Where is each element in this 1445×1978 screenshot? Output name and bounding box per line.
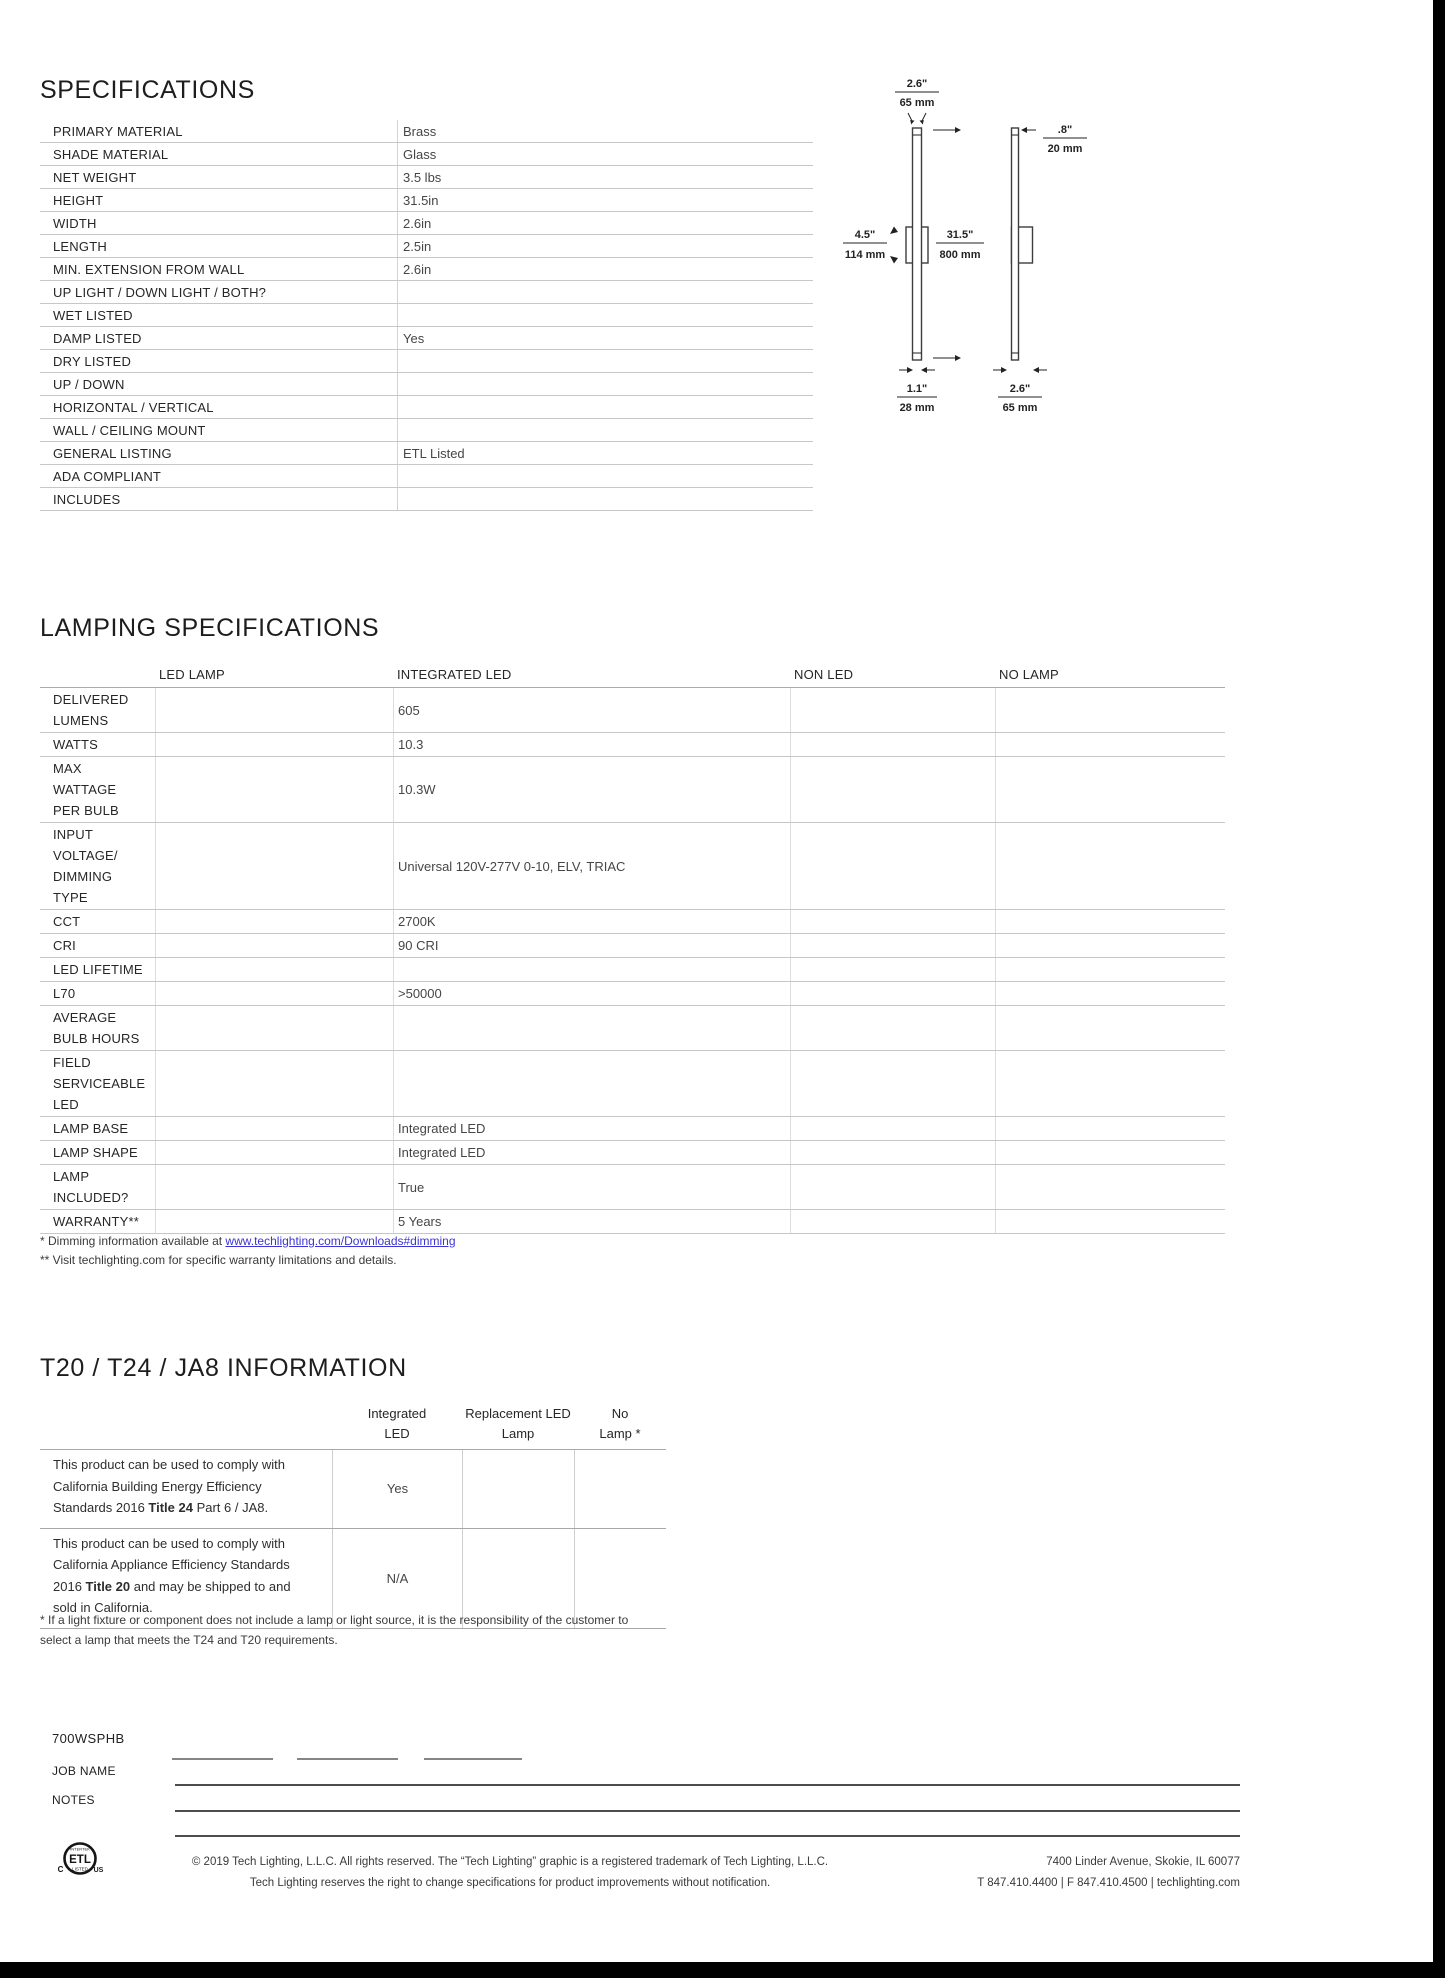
- t20-integrated-led-value: Yes: [332, 1450, 462, 1528]
- no-lamp-value: [995, 688, 1225, 732]
- spec-table-row: [40, 143, 813, 166]
- bar-width-mm: 28 mm: [899, 402, 935, 414]
- spec-table-row: [40, 258, 813, 281]
- spec-table-row: [40, 189, 813, 212]
- spec-row-value: [397, 465, 813, 487]
- t20-col-integrated-led: [332, 1404, 462, 1444]
- spec-table-row: [40, 442, 813, 465]
- lamping-table-row: [40, 733, 1225, 757]
- order-option-blank-2: [297, 1758, 398, 1760]
- integrated-led-value: 5 Years: [393, 1210, 790, 1233]
- t20-col-replacement-line2: Lamp: [501, 1426, 535, 1441]
- spec-row-label: DAMP LISTED: [53, 331, 142, 346]
- lamping-table-row: [40, 934, 1225, 958]
- integrated-led-value: [393, 1006, 790, 1050]
- non-led-value: [790, 934, 995, 957]
- non-led-value: [790, 1165, 995, 1209]
- t20-col-replacement-led: [462, 1404, 574, 1444]
- t20-col-no-lamp-line1: No: [611, 1406, 629, 1421]
- non-led-value: [790, 688, 995, 732]
- lamping-row-label: WATTS: [53, 737, 99, 752]
- spec-row-value: Glass: [397, 143, 813, 165]
- t20-col-integrated-line2: LED: [384, 1426, 410, 1441]
- spec-table-row: [40, 235, 813, 258]
- lamping-row-label: DELIVERED LUMENS: [53, 692, 129, 728]
- integrated-led-value: Integrated LED: [393, 1117, 790, 1140]
- lamping-row-label: WARRANTY**: [53, 1214, 140, 1229]
- canopy-height-inches: 4.5": [854, 229, 876, 241]
- side-width-mm: 65 mm: [1002, 402, 1038, 414]
- non-led-value: [790, 958, 995, 981]
- spec-table-row: [40, 281, 813, 304]
- etl-listed-logo: [56, 1841, 104, 1881]
- t20-table-row: [40, 1450, 666, 1529]
- spec-row-label: HORIZONTAL / VERTICAL: [53, 400, 214, 415]
- bar-width-inches: 1.1": [906, 383, 928, 395]
- t20-heading: T20 / T24 / JA8 INFORMATION: [40, 1354, 407, 1382]
- side-depth-mm: 20 mm: [1047, 143, 1083, 155]
- t20-replacement-led-value: [462, 1450, 574, 1528]
- fixture-front-view: [906, 128, 928, 360]
- lamping-table-row: [40, 910, 1225, 934]
- canopy-height-mm: 114 mm: [844, 249, 886, 261]
- spec-table-row: [40, 419, 813, 442]
- t20-table-header: [40, 1402, 666, 1450]
- spec-row-label: HEIGHT: [53, 193, 104, 208]
- t20-t24-table: [40, 1402, 666, 1629]
- spec-table-row: [40, 488, 813, 511]
- spec-table-row: [40, 166, 813, 189]
- led-lamp-value: [155, 910, 393, 933]
- integrated-led-value: Integrated LED: [393, 1141, 790, 1164]
- non-led-value: [790, 982, 995, 1005]
- integrated-led-value: 605: [393, 688, 790, 732]
- t20-col-no-lamp-line2: Lamp *: [599, 1426, 641, 1441]
- t20-requirement-text: [40, 1450, 332, 1528]
- footer-contact: T 847.410.4400 | F 847.410.4500 | techlighting.com: [977, 1877, 1240, 1889]
- footer-contact-block: [940, 1852, 1240, 1894]
- etl-mark-text: ETL: [69, 1854, 91, 1866]
- non-led-value: [790, 1141, 995, 1164]
- t20-col-integrated-line1: Integrated: [367, 1406, 427, 1421]
- led-lamp-value: [155, 1141, 393, 1164]
- front-width-mm: 65 mm: [899, 97, 935, 109]
- spec-table-row: [40, 120, 813, 143]
- spec-row-label: PRIMARY MATERIAL: [53, 124, 183, 139]
- spec-row-value: Brass: [397, 120, 813, 142]
- lamping-footnotes: [40, 1232, 456, 1270]
- t20-text-bold: Title 20: [85, 1578, 131, 1594]
- spec-row-value: [397, 350, 813, 372]
- spec-row-value: [397, 488, 813, 510]
- spec-row-label: UP LIGHT / DOWN LIGHT / BOTH?: [53, 285, 267, 300]
- front-width-inches: 2.6": [906, 78, 928, 90]
- footer-address: 7400 Linder Avenue, Skokie, IL 60077: [1046, 1856, 1240, 1868]
- integrated-led-value: 90 CRI: [393, 934, 790, 957]
- spec-table-row: [40, 350, 813, 373]
- lamping-row-label: LED LIFETIME: [53, 962, 143, 977]
- no-lamp-value: [995, 982, 1225, 1005]
- etl-brand-text: INTERTEK: [70, 1846, 90, 1852]
- warranty-footnote: ** Visit techlighting.com for specific warranty limitations and details.: [40, 1253, 397, 1267]
- no-lamp-value: [995, 1141, 1225, 1164]
- led-lamp-value: [155, 1006, 393, 1050]
- footer-copyright-line2: Tech Lighting reserves the right to change specifications for product improvements without notification.: [249, 1877, 771, 1889]
- non-led-value: [790, 910, 995, 933]
- model-number: 700WSPHB: [52, 1731, 125, 1746]
- etl-listed-text: LISTED: [72, 1866, 88, 1872]
- job-name-label: JOB NAME: [52, 1764, 116, 1778]
- no-lamp-value: [995, 757, 1225, 822]
- t20-col-replacement-line1: Replacement LED: [465, 1406, 571, 1421]
- notes-blank-line-2: [175, 1835, 1240, 1837]
- spec-table-row: [40, 396, 813, 419]
- lamping-table-row: [40, 1210, 1225, 1234]
- notes-label: NOTES: [52, 1793, 95, 1807]
- lamping-table-row: [40, 1117, 1225, 1141]
- fixture-height-inches: 31.5": [946, 229, 974, 241]
- lamping-row-label: AVERAGE BULB HOURS: [53, 1010, 140, 1046]
- integrated-led-value: [393, 1051, 790, 1116]
- fixture-height-mm: 800 mm: [939, 249, 981, 261]
- right-edge-bar: [1433, 0, 1445, 1978]
- etl-us-text: US: [93, 1867, 104, 1874]
- lamping-row-label: CCT: [53, 914, 81, 929]
- spec-row-label: UP / DOWN: [53, 377, 125, 392]
- non-led-value: [790, 1117, 995, 1140]
- spec-table-row: [40, 212, 813, 235]
- integrated-led-value: True: [393, 1165, 790, 1209]
- footer-copyright-line1: © 2019 Tech Lighting, L.L.C. All rights reserved. The “Tech Lighting” graphic is a registered trademark of Tech Lighting, L.L.C.: [191, 1856, 829, 1868]
- lamping-table-header: [40, 660, 1225, 688]
- lamping-row-label: CRI: [53, 938, 76, 953]
- lamping-table-row: [40, 958, 1225, 982]
- spec-table-row: [40, 373, 813, 396]
- t20-no-lamp-value: [574, 1450, 666, 1528]
- lamping-table-row: [40, 1141, 1225, 1165]
- lamping-row-label: LAMP INCLUDED?: [53, 1169, 129, 1205]
- lamping-table-row: [40, 1051, 1225, 1117]
- no-lamp-value: [995, 1210, 1225, 1233]
- spec-row-value: [397, 281, 813, 303]
- non-led-value: [790, 1210, 995, 1233]
- non-led-value: [790, 733, 995, 756]
- lamping-table-row: [40, 982, 1225, 1006]
- spec-table-row: [40, 304, 813, 327]
- spec-row-value: 2.5in: [397, 235, 813, 257]
- no-lamp-value: [995, 733, 1225, 756]
- dimming-info-link[interactable]: www.techlighting.com/Downloads#dimming: [225, 1234, 456, 1248]
- column-header-non-led: NON LED: [794, 667, 854, 682]
- lamping-table: [40, 660, 1225, 1234]
- integrated-led-value: >50000: [393, 982, 790, 1005]
- notes-blank-line-1: [175, 1810, 1240, 1812]
- lamping-row-label: LAMP SHAPE: [53, 1145, 138, 1160]
- spec-row-label: WALL / CEILING MOUNT: [53, 423, 206, 438]
- lamping-table-row: [40, 757, 1225, 823]
- spec-row-label: ADA COMPLIANT: [53, 469, 162, 484]
- spec-row-label: NET WEIGHT: [53, 170, 137, 185]
- t20-text-suffix: and may be shipped to and sold in California.: [53, 1578, 291, 1615]
- spec-row-value: [397, 396, 813, 418]
- spec-row-value: [397, 304, 813, 326]
- spec-row-value: ETL Listed: [397, 442, 813, 464]
- integrated-led-value: [393, 958, 790, 981]
- spec-row-value: 3.5 lbs: [397, 166, 813, 188]
- lamping-table-row: [40, 1165, 1225, 1210]
- side-width-inches: 2.6": [1009, 383, 1031, 395]
- lamping-row-label: INPUT VOLTAGE/ DIMMING TYPE: [53, 827, 118, 905]
- bottom-edge-bar: [0, 1962, 1445, 1978]
- led-lamp-value: [155, 688, 393, 732]
- dimming-footnote: [40, 1232, 456, 1251]
- no-lamp-value: [995, 934, 1225, 957]
- led-lamp-value: [155, 823, 393, 909]
- t20-footnote: * If a light fixture or component does not include a lamp or light source, it is the responsibility of the customer to select a lamp that meets the T24 and T20 requirements.: [40, 1613, 629, 1647]
- led-lamp-value: [155, 934, 393, 957]
- no-lamp-value: [995, 1117, 1225, 1140]
- spec-row-value: 2.6in: [397, 258, 813, 280]
- integrated-led-value: Universal 120V-277V 0-10, ELV, TRIAC: [393, 823, 790, 909]
- led-lamp-value: [155, 982, 393, 1005]
- no-lamp-value: [995, 1051, 1225, 1116]
- spec-row-value: [397, 419, 813, 441]
- led-lamp-value: [155, 1165, 393, 1209]
- led-lamp-value: [155, 1210, 393, 1233]
- spec-row-label: DRY LISTED: [53, 354, 132, 369]
- column-header-no-lamp: NO LAMP: [999, 667, 1059, 682]
- spec-row-value: 31.5in: [397, 189, 813, 211]
- spec-table-row: [40, 327, 813, 350]
- no-lamp-value: [995, 1165, 1225, 1209]
- dimension-drawing: [835, 68, 1125, 428]
- no-lamp-value: [995, 910, 1225, 933]
- t20-text-suffix: Part 6 / JA8.: [192, 1500, 269, 1515]
- no-lamp-value: [995, 1006, 1225, 1050]
- lamping-row-label: L70: [53, 986, 76, 1001]
- spec-row-label: SHADE MATERIAL: [53, 147, 169, 162]
- spec-row-label: GENERAL LISTING: [53, 446, 172, 461]
- t20-text-prefix: This product can be used to comply with California Appliance Efficiency Standards 2016: [53, 1535, 290, 1594]
- order-option-blank-1: [172, 1758, 273, 1760]
- lamping-table-row: [40, 688, 1225, 733]
- spec-row-label: MIN. EXTENSION FROM WALL: [53, 262, 245, 277]
- column-header-integrated-led: INTEGRATED LED: [397, 667, 512, 682]
- lamping-table-row: [40, 823, 1225, 910]
- non-led-value: [790, 1006, 995, 1050]
- no-lamp-value: [995, 823, 1225, 909]
- integrated-led-value: 2700K: [393, 910, 790, 933]
- t20-text-prefix: This product can be used to comply with California Building Energy Efficiency Standards 2016: [53, 1457, 285, 1515]
- spec-row-label: LENGTH: [53, 239, 107, 254]
- order-option-blank-3: [424, 1758, 522, 1760]
- spec-row-value: Yes: [397, 327, 813, 349]
- specifications-table: [40, 120, 813, 511]
- t20-text-bold: Title 24: [148, 1500, 193, 1515]
- side-depth-inches: .8": [1057, 124, 1073, 136]
- specifications-heading: SPECIFICATIONS: [40, 76, 255, 104]
- lamping-row-label: LAMP BASE: [53, 1121, 129, 1136]
- led-lamp-value: [155, 958, 393, 981]
- led-lamp-value: [155, 1051, 393, 1116]
- dimming-footnote-text: * Dimming information available at: [40, 1234, 226, 1248]
- t20-col-no-lamp: [574, 1404, 666, 1444]
- lamping-row-label: MAX WATTAGE PER BULB: [53, 761, 119, 818]
- no-lamp-value: [995, 958, 1225, 981]
- column-header-led-lamp: LED LAMP: [159, 667, 225, 682]
- spec-row-label: WIDTH: [53, 216, 97, 231]
- lamping-table-row: [40, 1006, 1225, 1051]
- spec-row-value: [397, 373, 813, 395]
- job-name-blank-line: [175, 1784, 1240, 1786]
- lamping-heading: LAMPING SPECIFICATIONS: [40, 614, 380, 642]
- integrated-led-value: 10.3: [393, 733, 790, 756]
- spec-row-value: 2.6in: [397, 212, 813, 234]
- integrated-led-value: 10.3W: [393, 757, 790, 822]
- non-led-value: [790, 1051, 995, 1116]
- fixture-side-view: [1012, 128, 1033, 360]
- lamping-row-label: FIELD SERVICEABLE LED: [53, 1055, 146, 1112]
- t20-integrated-led-value: N/A: [332, 1529, 462, 1628]
- footer-copyright: [150, 1852, 870, 1894]
- non-led-value: [790, 757, 995, 822]
- led-lamp-value: [155, 1117, 393, 1140]
- led-lamp-value: [155, 757, 393, 822]
- etl-c-text: C: [57, 1865, 64, 1874]
- non-led-value: [790, 823, 995, 909]
- spec-row-label: INCLUDES: [53, 492, 121, 507]
- spec-table-row: [40, 465, 813, 488]
- spec-row-label: WET LISTED: [53, 308, 133, 323]
- led-lamp-value: [155, 733, 393, 756]
